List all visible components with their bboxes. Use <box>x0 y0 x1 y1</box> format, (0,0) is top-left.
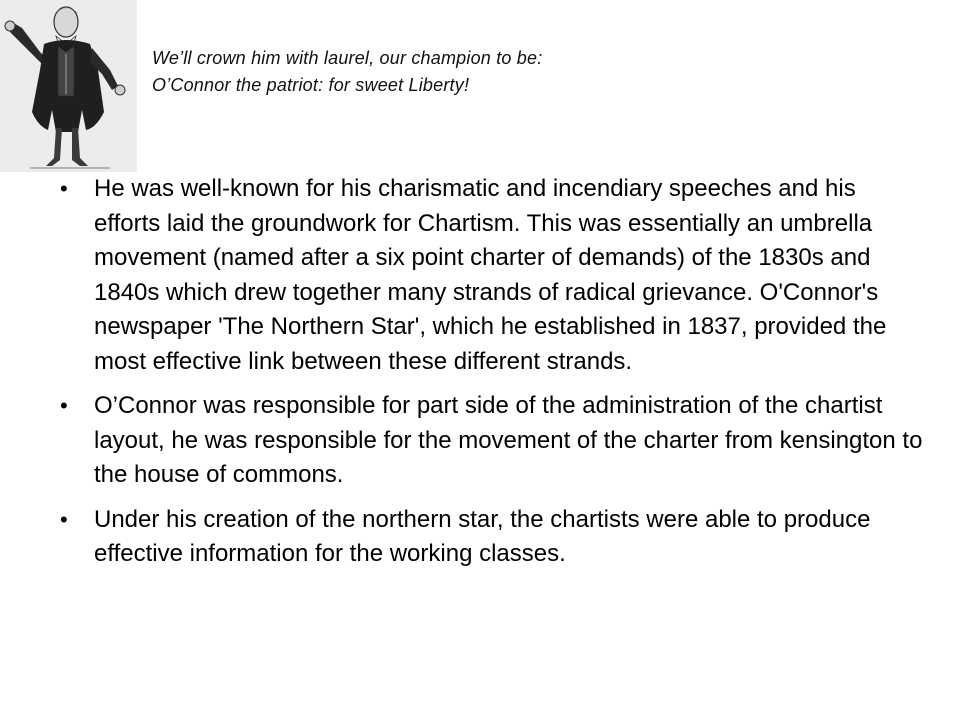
portrait-caption: We’ll crown him with laurel, our champion to be: O’Connor the patriot: for sweet Liberty! <box>152 48 543 95</box>
bullet-item <box>58 503 928 572</box>
bullet-dot-icon: • <box>60 393 68 418</box>
bullet-dot-icon: • <box>60 176 68 201</box>
bullet-dot-icon: • <box>60 506 68 532</box>
bullet-text: He was well-known for his charismatic and incendiary speeches and his efforts laid the groundwork for Chartism. This was essentially an umbrella movement (named after a six point charter of demands) of the 1830s and 1840s which drew together many strands of radical grievance. O'Connor's newspaper 'The Northern Star', which he established in 1837, provided the most effective link between these different strands. <box>94 175 887 375</box>
bullet-text: Under his creation of the northern star, the chartists were able to produce effective information for the working classes. <box>94 505 871 567</box>
bullet-list <box>58 172 928 582</box>
orator-figure-illustration <box>0 0 137 172</box>
bullet-item <box>58 389 928 493</box>
bullet-text: O’Connor was responsible for part side of the administration of the chartist layout, he was responsible for the movement of the charter from kensington to the house of commons. <box>94 392 923 488</box>
portrait-image <box>0 0 137 172</box>
bullet-item <box>58 172 928 379</box>
